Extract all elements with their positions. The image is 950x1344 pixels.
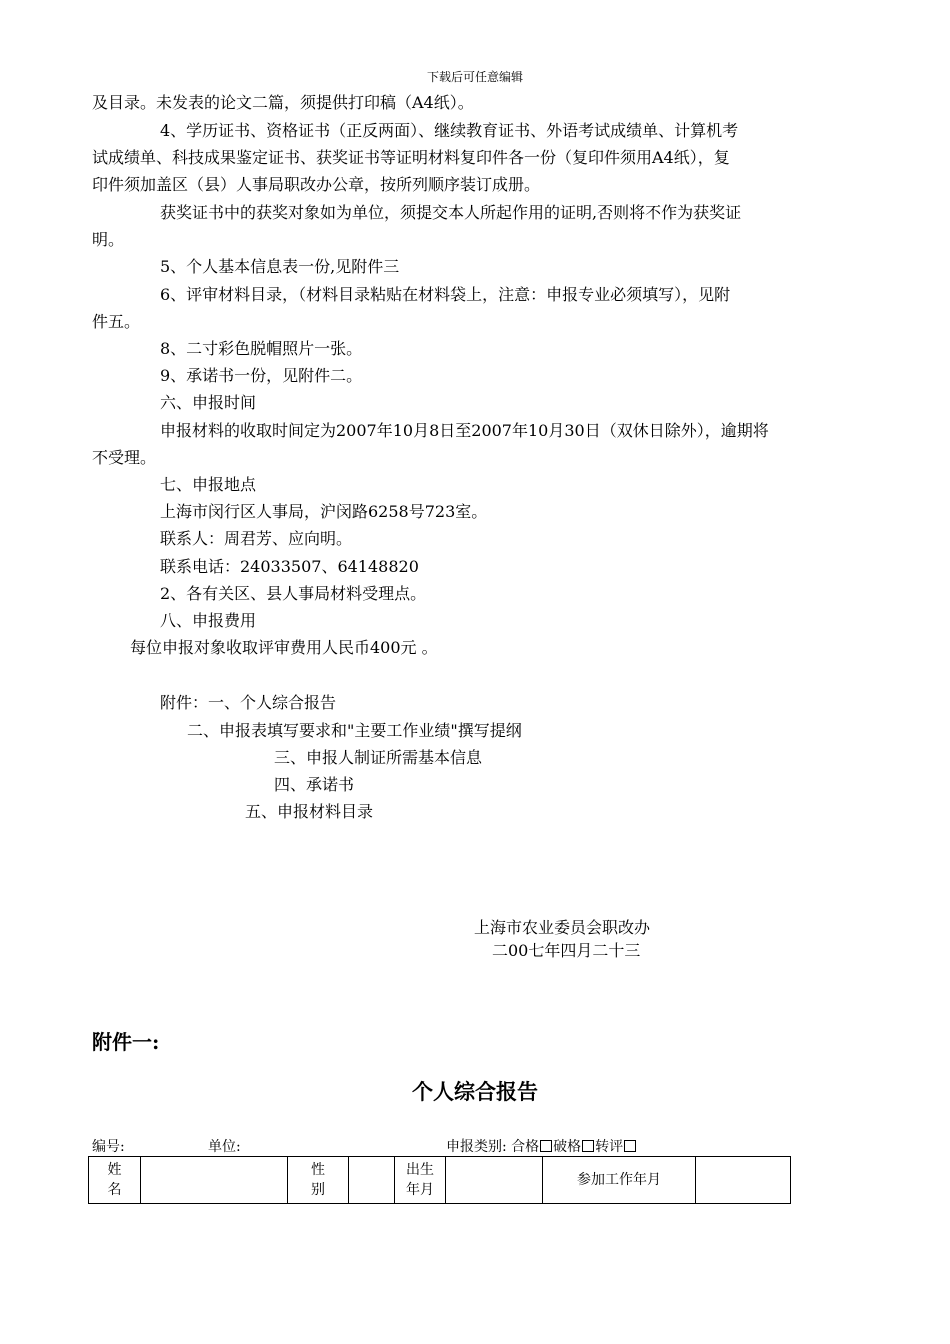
gender-header-cell [288, 1157, 349, 1204]
unit-label: 单位: [208, 1139, 241, 1155]
body-line: 申报材料的收取时间定为2007年10月8日至2007年10月30日（双休日除外），逾期将 [160, 421, 769, 440]
body-line: 上海市闵行区人事局，沪闵路6258号723室。 [160, 502, 488, 521]
body-line: 件五。 [92, 312, 141, 331]
report-title: 个人综合报告 [412, 1079, 538, 1104]
body-line: 获奖证书中的获奖对象如为单位，须提交本人所起作用的证明,否则将不作为获奖证 [160, 203, 742, 222]
option-transfer-label: 转评 [595, 1139, 624, 1155]
attachment-list-item: 二、申报表填写要求和"主要工作业绩"撰写提纲 [187, 721, 522, 740]
category-line [446, 1136, 637, 1156]
attachment-list-item: 附件：一、个人综合报告 [160, 693, 337, 712]
number-label: 编号: [92, 1139, 125, 1155]
body-line: 联系电话：24033507、64148820 [160, 557, 419, 576]
birth-value-cell[interactable] [446, 1157, 543, 1204]
body-line: 印件须加盖区（县）人事局职改办公章，按所列顺序装订成册。 [92, 175, 541, 194]
option-break-label: 破格 [553, 1139, 582, 1155]
work-start-header-cell: 参加工作年月 [543, 1157, 696, 1204]
body-line: 9、承诺书一份，见附件二。 [160, 366, 363, 385]
name-header-line1: 姓 [107, 1162, 122, 1178]
body-line: 4、学历证书、资格证书（正反两面）、继续教育证书、外语考试成绩单、计算机考 [160, 121, 739, 140]
name-value-cell[interactable] [141, 1157, 288, 1204]
birth-header-line1: 出生 [406, 1162, 434, 1178]
attachment-list-item: 四、承诺书 [274, 775, 355, 794]
personal-info-table [88, 1156, 791, 1204]
body-line: 联系人：周君芳、应向明。 [160, 529, 353, 548]
attachment-list-item: 三、申报人制证所需基本信息 [274, 748, 483, 767]
page-header: 下载后可任意编辑 [426, 70, 523, 84]
body-line: 8、二寸彩色脱帽照片一张。 [160, 339, 363, 358]
section-heading: 六、申报时间 [160, 393, 257, 412]
body-line: 不受理。 [92, 448, 157, 467]
category-label: 申报类别: 合格 [446, 1139, 540, 1155]
attachment-list-item: 五、申报材料目录 [245, 802, 374, 821]
checkbox-break[interactable] [582, 1140, 594, 1152]
table-row [89, 1157, 791, 1204]
body-line: 2、各有关区、县人事局材料受理点。 [160, 584, 427, 603]
body-line: 及目录。未发表的论文二篇，须提供打印稿（A4纸）。 [92, 93, 474, 112]
body-line: 6、评审材料目录，（材料目录粘贴在材料袋上，注意：申报专业必须填写），见附 [160, 285, 731, 304]
gender-header-line2: 别 [311, 1182, 325, 1198]
birth-header-cell [395, 1157, 446, 1204]
section-heading: 七、申报地点 [160, 475, 257, 494]
attachment-label: 附件一: [92, 1030, 160, 1054]
name-header-cell [89, 1157, 141, 1204]
work-start-value-cell[interactable] [696, 1157, 791, 1204]
body-line: 试成绩单、科技成果鉴定证书、获奖证书等证明材料复印件各一份（复印件须用A4纸），复 [92, 148, 730, 167]
signature-date: 二00七年四月二十三 [492, 941, 641, 960]
name-header-line2: 名 [107, 1182, 122, 1198]
body-line: 每位申报对象收取评审费用人民币400元 。 [130, 638, 438, 657]
checkbox-transfer[interactable] [624, 1140, 636, 1152]
section-heading: 八、申报费用 [160, 611, 257, 630]
checkbox-qualified[interactable] [540, 1140, 552, 1152]
body-line: 明。 [92, 230, 125, 249]
birth-header-line2: 年月 [406, 1182, 434, 1198]
body-line: 5、个人基本信息表一份,见附件三 [160, 257, 400, 276]
gender-header-line1: 性 [311, 1162, 325, 1178]
gender-value-cell[interactable] [349, 1157, 395, 1204]
signature-org: 上海市农业委员会职改办 [474, 918, 651, 937]
